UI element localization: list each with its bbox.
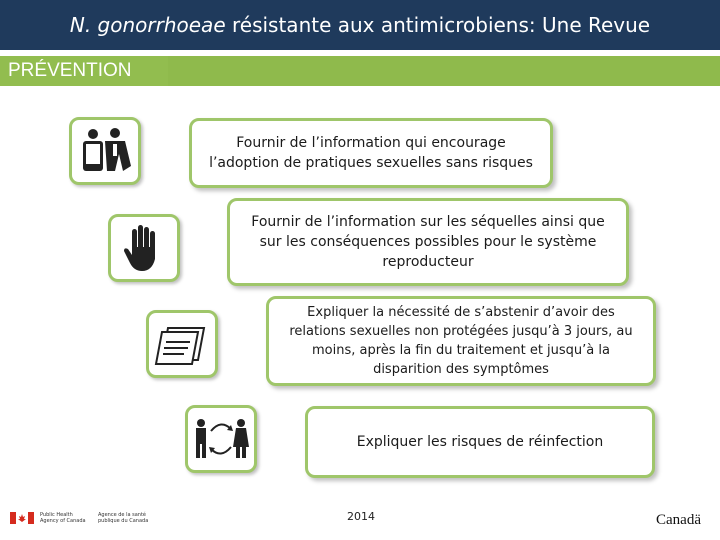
counseling-people-icon xyxy=(75,126,135,176)
documents-icon xyxy=(154,322,210,366)
step-1-text: Fournir de l’information qui encourage l’adoption de pratiques sexuelles sans risques xyxy=(209,135,533,171)
agency-fr-line2: publique du Canada xyxy=(98,518,149,524)
canada-flag-icon xyxy=(10,512,34,524)
step-2-card xyxy=(227,198,629,286)
section-label: PRÉVENTION xyxy=(0,56,168,86)
step-4-text: Expliquer les risques de réinfection xyxy=(356,434,604,450)
title-rest: résistante aux antimicrobiens: Une Revue xyxy=(225,13,651,37)
step-4-card xyxy=(305,406,655,478)
agency-en-line1: Public Health xyxy=(40,512,73,518)
title-italic: N. gonorrhoeae xyxy=(69,13,226,37)
year-label: 2014 xyxy=(347,510,375,523)
step-1-card xyxy=(189,118,553,188)
canada-wordmark: Canadä xyxy=(656,512,701,528)
section-bar-line xyxy=(168,56,720,86)
reinfection-cycle-icon xyxy=(191,417,251,461)
agency-fr-line1: Agence de la santé xyxy=(98,512,147,518)
agency-signature xyxy=(10,512,150,524)
agency-en-line2: Agency of Canada xyxy=(40,518,86,524)
agency-name-fr xyxy=(98,512,150,524)
step-3-card xyxy=(266,296,656,386)
stop-hand-icon xyxy=(122,223,166,273)
step-2-icon-tile xyxy=(108,214,180,282)
step-3-text: Expliquer la nécessité de s’abstenir d’avoir des relations sexuelles non protégées jusqu’à 3 jours, au moins, après la fin du traitement et jusqu’à la disparition des symptômes xyxy=(289,305,633,377)
step-2-text: Fournir de l’information sur les séquelles ainsi que sur les conséquences possibles pour le système reproducteur xyxy=(251,214,605,270)
step-1-icon-tile xyxy=(69,117,141,185)
title-bar xyxy=(0,0,720,50)
step-3-icon-tile xyxy=(146,310,218,378)
agency-name-en xyxy=(40,512,92,524)
step-4-icon-tile xyxy=(185,405,257,473)
page-title xyxy=(70,13,650,37)
